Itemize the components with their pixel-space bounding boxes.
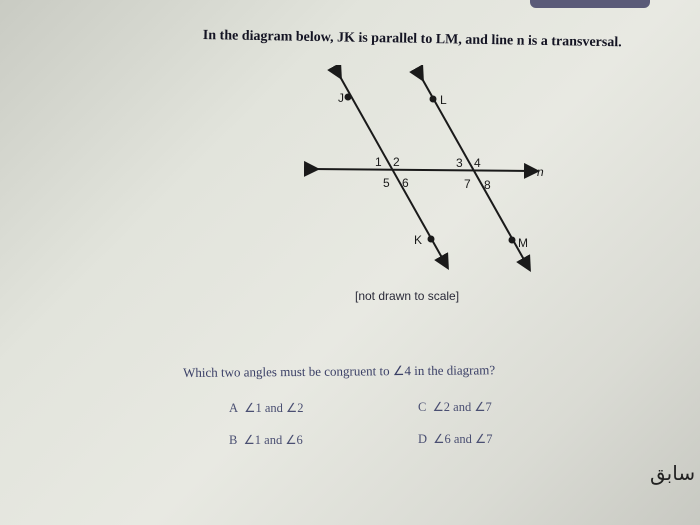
angle-label-6: 6	[402, 176, 409, 190]
angle-label-7: 7	[464, 177, 471, 191]
question-title: In the diagram below, JK is parallel to LM, and line n is a transversal.	[202, 28, 622, 51]
label-m: M	[518, 236, 528, 250]
line-jk	[338, 73, 445, 263]
transversal-line-n	[312, 169, 532, 171]
choice-c[interactable]	[418, 399, 492, 415]
choice-c-text: ∠2 and ∠7	[432, 400, 492, 414]
label-l: L	[440, 93, 447, 107]
choice-b-text: ∠1 and ∠6	[243, 433, 303, 447]
choice-a-letter: A	[229, 401, 239, 415]
choice-c-letter: C	[418, 400, 427, 414]
angle-label-4: 4	[474, 156, 481, 170]
point-j	[345, 94, 352, 101]
point-m	[509, 237, 516, 244]
window-top-bar	[530, 0, 650, 8]
angle-label-8: 8	[484, 178, 491, 192]
angle-label-5: 5	[383, 176, 390, 190]
point-l	[430, 96, 437, 103]
label-j: J	[338, 91, 344, 105]
scale-note: [not drawn to scale]	[355, 289, 460, 303]
choice-d-text: ∠6 and ∠7	[433, 432, 493, 446]
previous-link[interactable]: سابق	[650, 461, 696, 485]
label-n: n	[537, 165, 544, 179]
question-prompt: Which two angles must be congruent to ∠4 in the diagram?	[183, 362, 496, 380]
choice-b[interactable]	[229, 432, 303, 448]
angle-label-2: 2	[393, 155, 400, 169]
label-k: K	[414, 233, 423, 247]
point-k	[428, 236, 435, 243]
choice-d-letter: D	[418, 432, 428, 446]
choice-a-text: ∠1 and ∠2	[244, 401, 304, 415]
angle-label-3: 3	[456, 156, 463, 170]
choice-a[interactable]	[229, 400, 304, 416]
parallel-lines-diagram	[300, 65, 560, 280]
choice-b-letter: B	[229, 433, 238, 447]
choice-d[interactable]	[418, 431, 493, 447]
angle-label-1: 1	[375, 155, 382, 169]
